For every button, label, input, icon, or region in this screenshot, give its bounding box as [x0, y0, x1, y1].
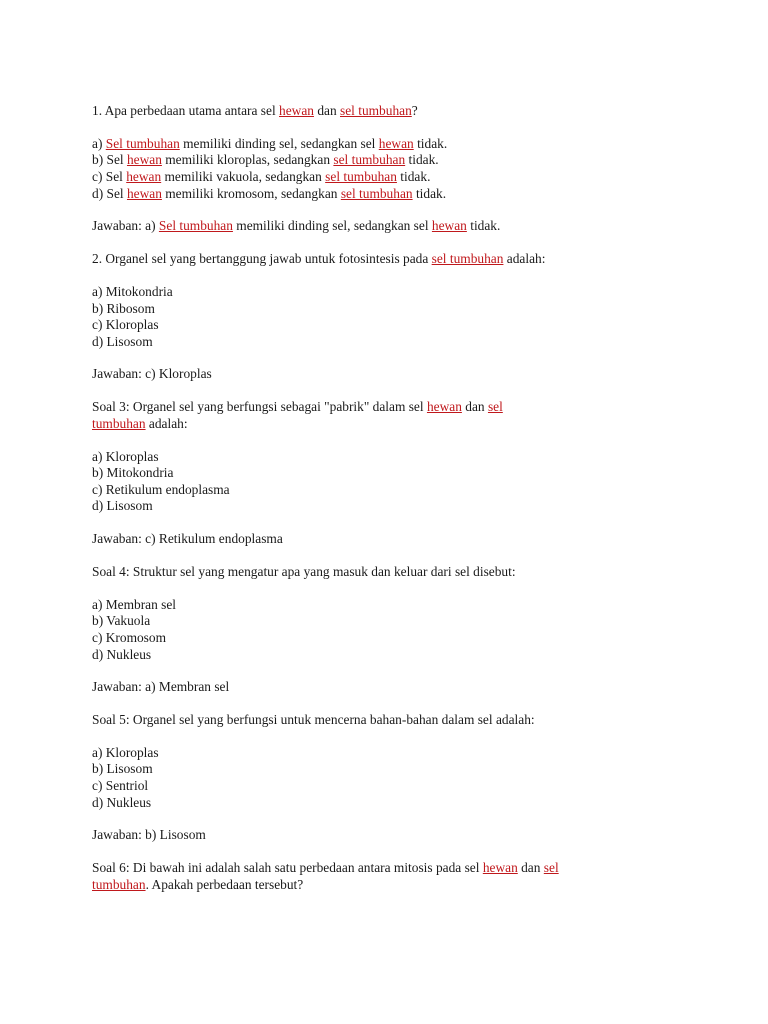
term-link[interactable]: tumbuhan: [92, 876, 146, 892]
option-1-d: [92, 186, 682, 203]
text-run: d) Nukleus: [92, 794, 152, 810]
text-run: tidak.: [413, 135, 448, 151]
term-link[interactable]: sel: [543, 860, 559, 876]
text-run: tidak.: [396, 168, 431, 184]
text-run: Soal 5: Organel sel yang berfungsi untuk mencerna bahan-bahan dalam sel adalah:: [92, 712, 535, 728]
paragraph-gap: [92, 120, 682, 136]
text-run: dan: [461, 399, 488, 415]
text-run: Jawaban: a): [92, 218, 159, 234]
term-link[interactable]: sel tumbuhan: [340, 103, 412, 118]
text-run: memiliki dinding sel, sedangkan sel: [179, 135, 379, 151]
paragraph-gap: [92, 663, 682, 679]
option-2-d: [92, 334, 682, 351]
option-4-d: [92, 647, 682, 664]
option-1-b: [92, 152, 682, 169]
option-3-a: [92, 449, 682, 466]
question-4: [92, 564, 682, 581]
option-1-a: [92, 136, 682, 153]
document-body: [92, 103, 682, 893]
text-run: c) Retikulum endoplasma: [92, 481, 230, 497]
question-3: [92, 399, 682, 432]
term-link[interactable]: hewan: [482, 860, 518, 876]
text-run: Soal 4: Struktur sel yang mengatur apa yang masuk dan keluar dari sel disebut:: [92, 563, 516, 579]
option-4-b: [92, 613, 682, 630]
text-run: adalah:: [145, 415, 188, 431]
text-run: c) Kromosom: [92, 629, 167, 645]
text-run: 1. Apa perbedaan utama antara sel: [92, 103, 280, 118]
option-5-c: [92, 778, 682, 795]
option-2-a: [92, 284, 682, 301]
term-link[interactable]: Sel tumbuhan: [158, 218, 233, 234]
question-5: [92, 712, 682, 729]
text-run: Soal 3: Organel sel yang berfungsi sebagai "pabrik" dalam sel: [92, 399, 427, 415]
paragraph-gap: [92, 548, 682, 564]
term-link[interactable]: sel tumbuhan: [431, 251, 504, 267]
term-link[interactable]: sel: [487, 399, 503, 415]
option-5-d: [92, 795, 682, 812]
text-run: memiliki kromosom, sedangkan: [161, 185, 341, 201]
text-run: Jawaban: c) Kloroplas: [92, 366, 212, 382]
text-run: Jawaban: a) Membran sel: [92, 679, 230, 695]
text-run: a) Kloroplas: [92, 744, 159, 760]
option-1-c: [92, 169, 682, 186]
option-5-b: [92, 761, 682, 778]
paragraph-gap: [92, 696, 682, 712]
paragraph-gap: [92, 581, 682, 597]
paragraph-gap: [92, 268, 682, 284]
paragraph-gap: [92, 202, 682, 218]
term-link[interactable]: tumbuhan: [92, 415, 146, 431]
text-run: Soal 6: Di bawah ini adalah salah satu perbedaan antara mitosis pada sel: [92, 860, 483, 876]
text-run: b) Ribosom: [92, 300, 155, 316]
text-run: a) Membran sel: [92, 596, 177, 612]
paragraph-gap: [92, 811, 682, 827]
option-2-b: [92, 301, 682, 318]
text-run: Jawaban: c) Retikulum endoplasma: [92, 531, 283, 547]
text-run: dan: [313, 103, 340, 118]
paragraph-gap: [92, 729, 682, 745]
term-link[interactable]: sel tumbuhan: [333, 152, 406, 168]
answer-3: [92, 531, 682, 548]
paragraph-gap: [92, 515, 682, 531]
text-run: b) Sel: [92, 152, 127, 168]
term-link[interactable]: Sel tumbuhan: [105, 135, 180, 151]
option-2-c: [92, 317, 682, 334]
text-run: a) Mitokondria: [92, 283, 173, 299]
term-link[interactable]: hewan: [426, 399, 462, 415]
text-run: memiliki vakuola, sedangkan: [161, 168, 326, 184]
option-5-a: [92, 745, 682, 762]
text-run: d) Lisosom: [92, 333, 153, 349]
paragraph-gap: [92, 432, 682, 448]
text-run: c) Sel: [92, 168, 127, 184]
text-run: d) Lisosom: [92, 498, 153, 514]
term-link[interactable]: hewan: [126, 168, 162, 184]
text-run: dan: [517, 860, 544, 876]
text-run: tidak.: [405, 152, 439, 168]
text-run: b) Mitokondria: [92, 465, 174, 481]
text-run: Jawaban: b) Lisosom: [92, 827, 206, 843]
answer-4: [92, 679, 682, 696]
term-link[interactable]: sel tumbuhan: [325, 168, 397, 184]
answer-2: [92, 366, 682, 383]
text-run: d) Sel: [92, 185, 127, 201]
paragraph-gap: [92, 350, 682, 366]
text-run: a): [92, 135, 106, 151]
option-4-a: [92, 597, 682, 614]
text-run: c) Sentriol: [92, 778, 149, 794]
answer-5: [92, 827, 682, 844]
text-run: 2. Organel sel yang bertanggung jawab untuk fotosintesis pada: [92, 251, 432, 267]
question-1: [92, 103, 682, 120]
option-3-c: [92, 482, 682, 499]
text-run: memiliki dinding sel, sedangkan sel: [232, 218, 432, 234]
term-link[interactable]: hewan: [126, 152, 162, 168]
paragraph-gap: [92, 383, 682, 399]
answer-1: [92, 218, 682, 235]
text-run: memiliki kloroplas, sedangkan: [161, 152, 334, 168]
text-run: a) Kloroplas: [92, 448, 159, 464]
term-link[interactable]: hewan: [126, 185, 162, 201]
text-run: ?: [411, 103, 418, 118]
text-run: c) Kloroplas: [92, 317, 159, 333]
text-run: b) Vakuola: [92, 613, 151, 629]
text-run: b) Lisosom: [92, 761, 153, 777]
term-link[interactable]: hewan: [378, 135, 414, 151]
option-3-d: [92, 498, 682, 515]
text-run: tidak.: [412, 185, 447, 201]
question-2: [92, 251, 682, 268]
text-run: d) Nukleus: [92, 646, 152, 662]
option-4-c: [92, 630, 682, 647]
text-run: tidak.: [466, 218, 501, 234]
term-link[interactable]: hewan: [279, 103, 314, 118]
text-run: adalah:: [503, 251, 546, 267]
question-6: [92, 860, 682, 893]
term-link[interactable]: hewan: [431, 218, 467, 234]
option-3-b: [92, 465, 682, 482]
paragraph-gap: [92, 844, 682, 860]
paragraph-gap: [92, 235, 682, 251]
term-link[interactable]: sel tumbuhan: [340, 185, 413, 201]
text-run: . Apakah perbedaan tersebut?: [145, 876, 304, 892]
